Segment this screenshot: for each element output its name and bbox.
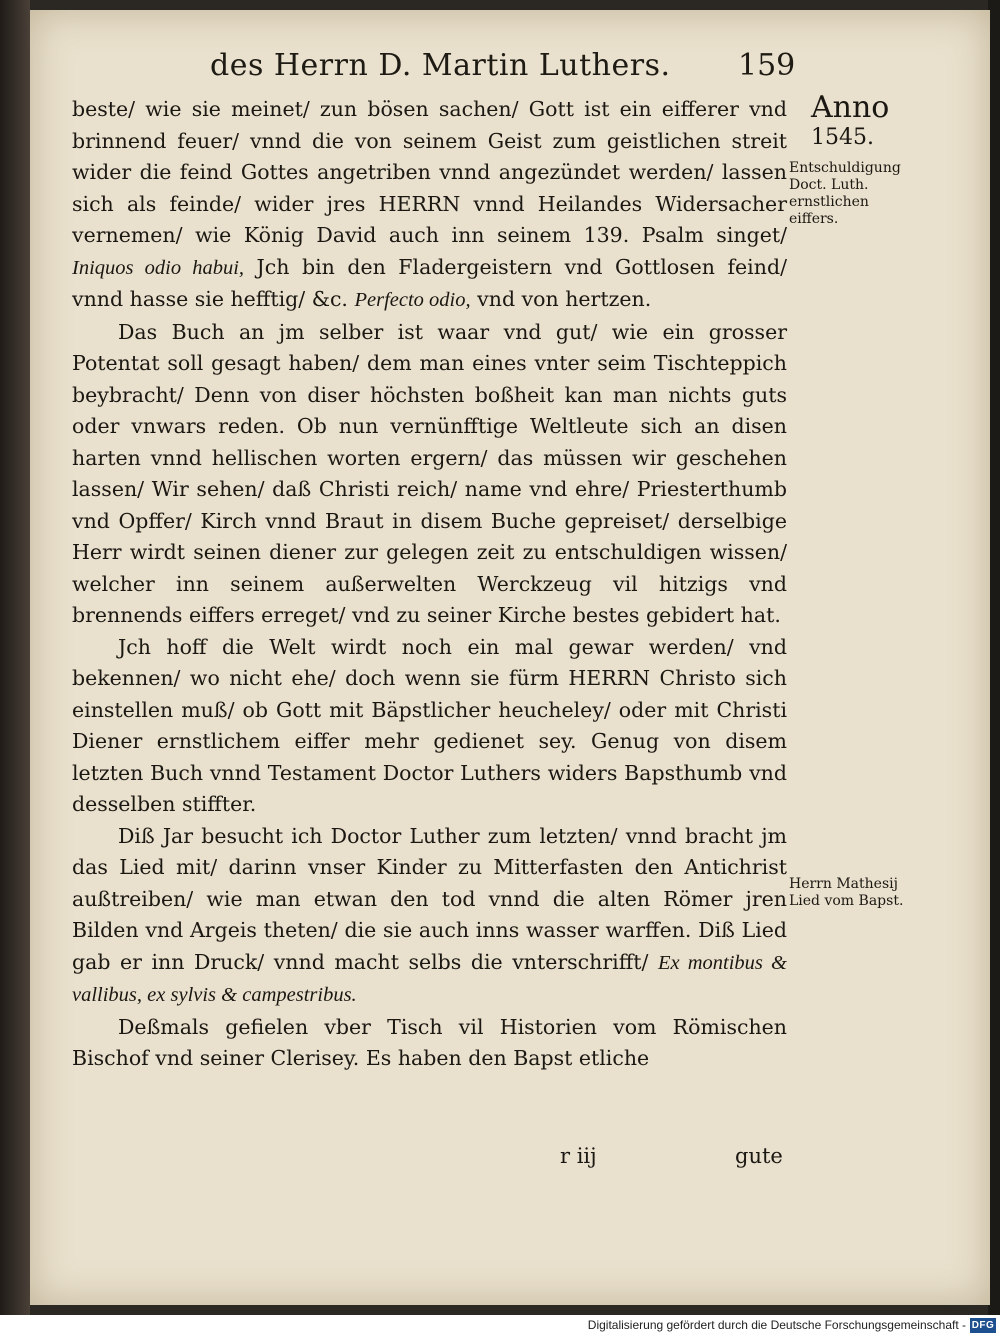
paragraph-text: beste/ wie sie meinet/ zun bösen sachen/ Gott ist ein eifferer vnd brinnend feuer/ vnnd die von seinem Geist zum geistlichen streit wider die feind Gottes angetriben vnnd angezündet werden/ lassen sich als feinde/ wider jres HERRN vnnd Heilandes Widersacher vernemen/ wie König David auch inn seinem 139. Psalm singet/	[72, 97, 787, 247]
paragraph-3: Jch hoff die Welt wirdt noch ein mal gewar werden/ vnd bekennen/ wo nicht ehe/ doch wenn sie fürm HERRN Christo sich einstellen muß/ ob Gott mit Bäpstlicher heucheley/ oder mit Christi Diener ernstlichem eiffer mehr gedienet sey. Genug von disem letzten Buch vnnd Testament Doctor Luthers widers Bapsthumb vnd desselben stiffter.	[72, 634, 787, 816]
paragraph-1	[72, 94, 787, 317]
page-header	[200, 48, 800, 92]
dfg-logo: DFG	[971, 1320, 995, 1331]
paragraph-text: Diß Jar besucht ich Doctor Luther zum letzten/ vnnd bracht jm das Lied mit/ darinn vnser Kinder zu Mitterfasten den Antichrist außtreiben/ wie man etwan den tod vnnd die alten Römer jren Bilden vnd Argeis theten/ die sie auch inns wasser warffen. Diß Lied gab er inn Druck/ vnnd macht selbs die vnterschrifft/	[72, 823, 787, 974]
catchline	[560, 1144, 790, 1176]
paragraph-2: Das Buch an jm selber ist waar vnd gut/ wie ein grosser Potentat soll gesagt haben/ dem man eines vnter seim Tischteppich beybracht/ Denn von diser höchsten boßheit kan man nichts guts oder vnwars reden. Ob nun vernünfftige Weltleute sich an disen harten vnnd hellischen worten ergern/ das müssen wir geschehen lassen/ Wir sehen/ daß Christi reich/ name vnd ehre/ Priesterthumb vnd Opffer/ Kirch vnnd Braut in disem Buche gepreiset/ derselbige Herr wirdt seinen diener zur gelegen zeit zu entschuldigen wissen/ welcher inn seinem außerwelten Werckzeug vil hitzigs vnd brennends eiffers erreget/ vnd zu seiner Kirche bestes gebidert hat.	[72, 319, 787, 627]
marginal-note-text: Entschuldigung Doct. Luth. ernstlichen eiffers.	[789, 160, 901, 227]
footer-bar	[0, 1315, 1000, 1337]
latin-quote: Iniquos odio habui,	[72, 256, 245, 279]
anno-word: Anno	[811, 90, 890, 125]
book-binding-edge	[0, 0, 30, 1315]
funding-credit: Digitalisierung gefördert durch die Deutsche Forschungsgemeinschaft -	[587, 1318, 966, 1332]
paragraph-5: Deßmals gefielen vber Tisch vil Historien vom Römischen Bischof vnd seiner Clerisey. Es haben den Bapst etliche	[72, 1014, 787, 1070]
main-text	[72, 94, 787, 1075]
anno-year: 1545.	[811, 125, 874, 150]
marginal-year	[789, 92, 919, 152]
running-head: des Herrn D. Martin Luthers.	[210, 48, 671, 83]
catchword: gute	[735, 1144, 783, 1168]
marginal-note-entschuldigung	[789, 160, 919, 228]
page-number: 159	[738, 48, 796, 83]
marginal-note-text: Herrn Mathesij Lied vom Bapst.	[789, 876, 904, 909]
marginal-note-lied	[789, 876, 919, 910]
latin-quote: Perfecto odio,	[354, 289, 471, 311]
paragraph-text: Jch bin den Fladergeistern vnd Gottlosen feind/ vnnd hasse sie hefftig/ &c.	[72, 254, 787, 311]
paragraph-text: vnd von hertzen.	[477, 287, 652, 311]
paragraph-4	[72, 821, 787, 1012]
signature-mark: r iij	[560, 1144, 597, 1168]
latin-quote: Ex montibus & vallibus, ex sylvis & campestribus.	[72, 951, 787, 1006]
